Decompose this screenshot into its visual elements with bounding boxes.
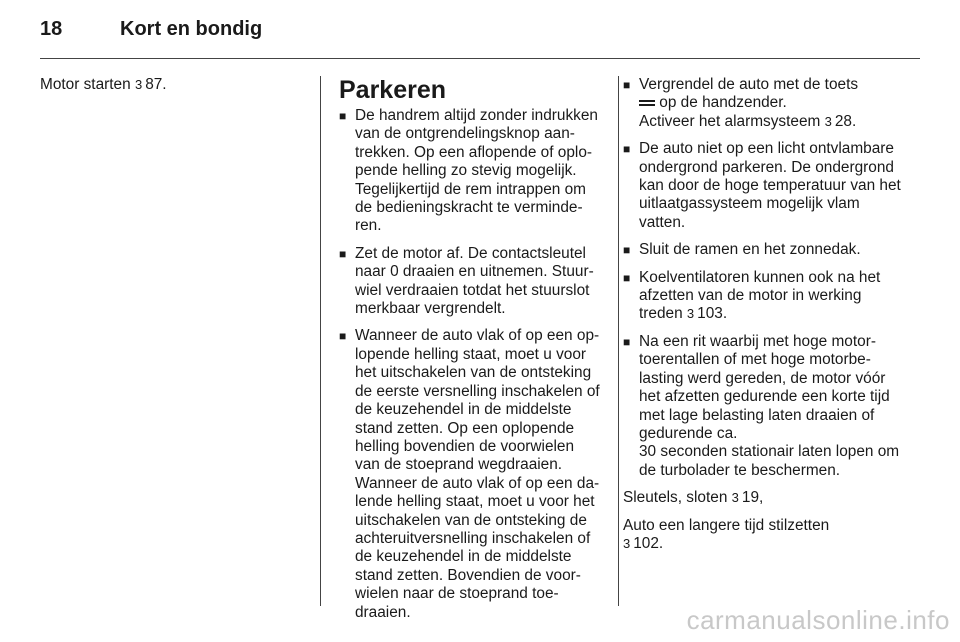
page-reference-icon: 3 <box>824 113 832 129</box>
header-rule <box>40 58 920 59</box>
list-item: ■ Koelventilatoren kunnen ook na het afzetten van de motor in werking treden 3 103. <box>623 269 909 324</box>
watermark: carmanualsonline.info <box>686 605 950 635</box>
parking-steps-continued <box>623 76 909 480</box>
list-item: ■ De handrem altijd zonder indrukken van de ontgrendelingsknop aantrekken. Op een aflopende of oplopende helling zo stevig mogelijk. Tegelijkertijd de rem intrappen om de bedieningskracht te verminderen. <box>339 107 603 236</box>
list-item: ■ De auto niet op een licht ontvlambare ondergrond parkeren. De ondergrond kan door de hoge temperatuur van het uitlaatgassysteem mogelijk vlam vatten. <box>623 140 909 232</box>
parking-steps <box>339 107 603 622</box>
chapter-title: Kort en bondig <box>120 18 263 40</box>
column-right <box>623 76 909 562</box>
list-item: ■ Vergrendel de auto met de toets op de handzender. Activeer het alarmsysteem 3 28. <box>623 76 909 131</box>
lock-button-icon <box>639 98 655 108</box>
column-divider-2 <box>618 76 619 606</box>
page-reference-icon: 3 <box>686 306 695 322</box>
page-header <box>40 18 920 48</box>
section-heading: Parkeren <box>339 76 447 104</box>
reference-motor-starten: Motor starten 3 87. <box>40 76 167 93</box>
list-item: ■ Wanneer de auto vlak of op een oplopende helling staat, moet u voor het uitschakelen van de ontsteking de eerste versnelling inschakelen of de keuzehendel in de middelste stand zetten. Op een oplopende helling bovendien de voorwielen van de stoeprand wegdraaien. Wanneer de auto vlak of op een dalende helling staat, moet u voor het uitschakelen van de ontsteking de achteruitversnelling inschakelen of de keuzehendel in de middelste stand zetten. Bovendien de voorwielen naar de stoeprand toedraaien. <box>339 327 603 622</box>
list-item-continuation: Wanneer de auto vlak of op een dalende helling staat, moet u voor het uitschakelen van de ontsteking de achteruitversnelling inschakelen of de keuzehendel in de middelste stand zetten. Bovendien de voorwielen naar de stoeprand toedraaien. <box>355 474 600 621</box>
page-reference-icon: 3 <box>623 535 631 551</box>
page-reference-icon: 3 <box>731 490 739 506</box>
page-number: 18 <box>40 18 63 40</box>
reference-stilzetten: Auto een langere tijd stilzetten 3 102. <box>623 516 830 552</box>
list-item: ■ Zet de motor af. De contactsleutel naar 0 draaien en uitnemen. Stuurwiel verdraaien totdat het stuurslot merkbaar vergrendelt. <box>339 245 603 319</box>
column-middle <box>339 76 603 631</box>
reference-sleutels: Sleutels, sloten 3 19, <box>623 489 764 507</box>
page-reference-icon: 3 <box>134 77 143 92</box>
list-item-continuation: Activeer het alarmsysteem 3 28. <box>639 112 857 130</box>
column-left <box>40 76 310 103</box>
list-item: ■ Sluit de ramen en het zonnedak. <box>623 241 909 259</box>
column-divider-1 <box>320 76 321 606</box>
list-item: ■ Na een rit waarbij met hoge motortoerentallen of met hoge motorbelasting werd gereden, de motor vóór het afzetten gedurende een korte tijd met lage belasting laten draaien of gedurende ca. 30 seconden stationair laten lopen om de turbolader te beschermen. <box>623 333 909 480</box>
